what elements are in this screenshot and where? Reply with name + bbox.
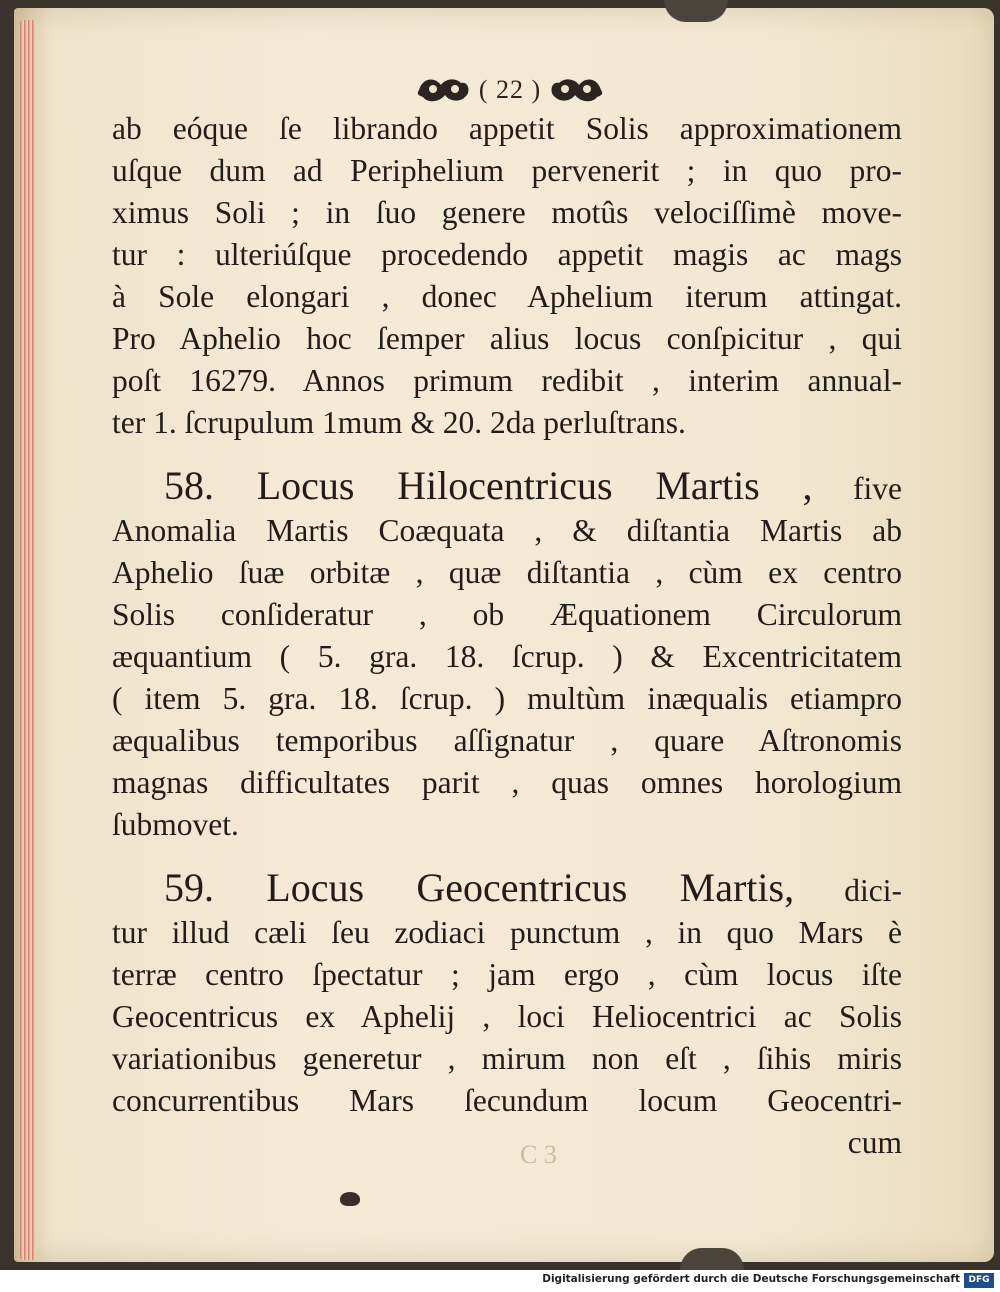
page-header (400, 68, 620, 112)
text-line: tur illud cæli ſeu zodiaci punctum , in quo Mars è (112, 915, 902, 950)
text-line: tur : ulteriúſque procedendo appetit magis ac mags (112, 237, 902, 272)
dfg-logo-icon: DFG (964, 1273, 994, 1288)
paragraph-59 (112, 864, 902, 1164)
text-line: concurrentibus Mars ſecundum locum Geocentri- (112, 1083, 902, 1118)
text-line: ſubmovet. (112, 807, 239, 842)
heading-tail: five (853, 471, 903, 506)
text-line: à Sole elongari , donec Aphelium iterum attingat. (112, 279, 902, 314)
text-line: terræ centro ſpectatur ; jam ergo , cùm locus iſte (112, 957, 902, 992)
catchword-line (112, 1122, 902, 1164)
catchword: cum (847, 1125, 902, 1160)
text-line: æqualibus temporibus aſſignatur , quare Aſtronomis (112, 723, 902, 758)
credit-text: Digitalisierung gefördert durch die Deutsche Forschungsgemeinschaft (542, 1273, 960, 1285)
section-heading-line (112, 864, 902, 912)
text-line: magnas difficultates parit , quas omnes horologium (112, 765, 902, 800)
text-line: ab eóque ſe librando appetit Solis approximationem (112, 111, 902, 146)
clip-bottom (680, 1248, 744, 1270)
body-text (112, 108, 902, 1164)
paragraph-58 (112, 462, 902, 846)
text-line: æquantium ( 5. gra. 18. ſcrup. ) & Excentricitatem (112, 639, 902, 674)
text-line: ximus Soli ; in ſuo genere motûs velociſſimè move- (112, 195, 902, 230)
section-59-heading: 59. Locus Geocentricus Martis, (164, 865, 795, 910)
text-line: Pro Aphelio hoc ſemper alius locus conſpicitur , qui (112, 321, 902, 356)
text-line: Anomalia Martis Coæquata , & diſtantia Martis ab (112, 513, 902, 548)
text-line: variationibus generetur , mirum non eſt , ſihis miris (112, 1041, 902, 1076)
signature-mark: C 3 (520, 1140, 557, 1169)
text-line: Aphelio ſuæ orbitæ , quæ diſtantia , cùm ex centro (112, 555, 902, 590)
section-58-heading: 58. Locus Hilocentricus Martis , (164, 463, 813, 508)
right-ornament-icon (547, 73, 605, 107)
paragraph-1 (112, 108, 902, 444)
text-line: poſt 16279. Annos primum redibit , interim annual- (112, 363, 902, 398)
ink-blot (340, 1192, 360, 1206)
text-line: Geocentricus ex Aphelij , loci Heliocentrici ac Solis (112, 999, 902, 1034)
text-line: Solis conſideratur , ob Æquationem Circulorum (112, 597, 902, 632)
left-ornament-icon (415, 73, 473, 107)
text-line: ter 1. ſcrupulum 1mum & 20. 2da perluſtrans. (112, 405, 686, 440)
text-line: ( item 5. gra. 18. ſcrup. ) multùm inæqualis etiampro (112, 681, 902, 716)
section-heading-line (112, 462, 902, 510)
page-edge (20, 20, 36, 1260)
page-number: ( 22 ) (478, 75, 542, 104)
text-line: uſque dum ad Periphelium pervenerit ; in quo pro- (112, 153, 902, 188)
heading-tail: dici- (844, 873, 902, 908)
credit-bar (0, 1270, 1000, 1292)
